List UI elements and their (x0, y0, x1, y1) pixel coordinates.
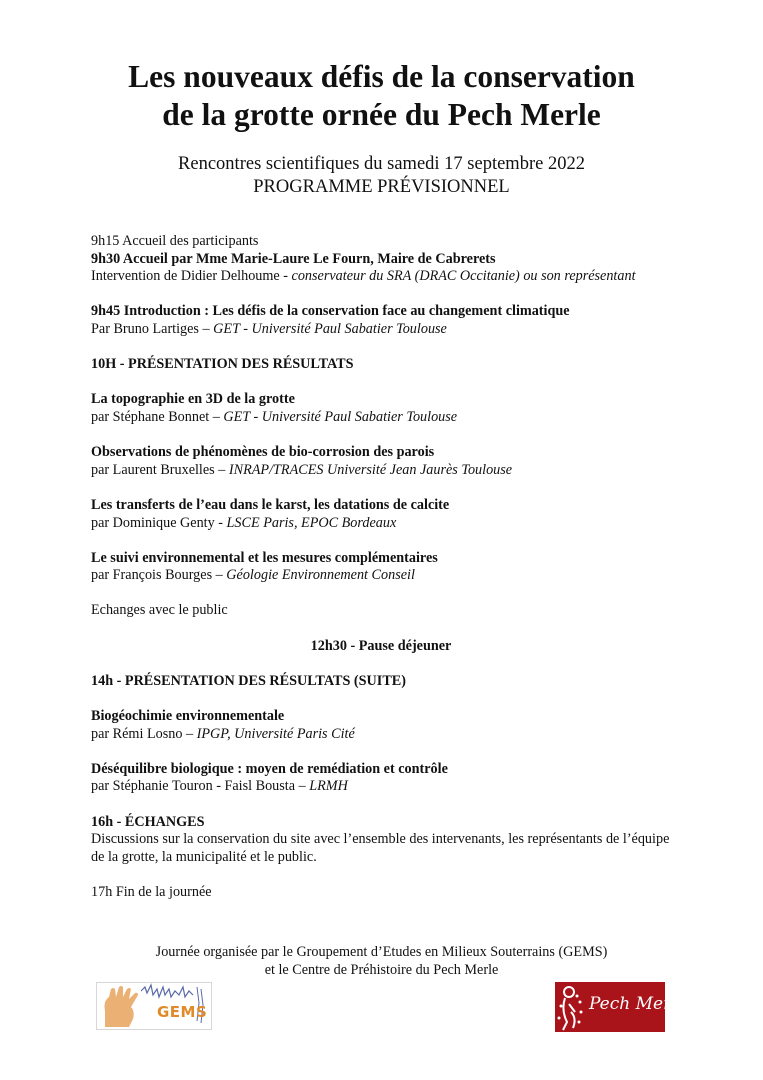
talk-4-org: Géologie Environnement Conseil (226, 567, 415, 584)
lunch-break: 12h30 - Pause déjeuner (310, 637, 452, 654)
talk-3-speaker-line (91, 515, 671, 533)
talk-3-speaker: par Dominique Genty - (91, 514, 227, 531)
pech-merle-logo-text: Pech Merle (589, 994, 687, 1014)
sra-role: conservateur du SRA (DRAC Occitanie) ou son représentant (291, 268, 636, 285)
talk-1-speaker: par Stéphane Bonnet – (91, 408, 224, 425)
intro-org: GET - Université Paul Sabatier Toulouse (213, 320, 447, 337)
talk-5-speaker: par Rémi Losno – (91, 725, 197, 742)
talk-2-title: Observations de phénomènes de bio-corrosion des parois (91, 444, 435, 461)
section-2-time: 14h (91, 672, 114, 689)
sra-intervention (91, 268, 671, 286)
discussion-text: Discussions sur la conservation du site avec l’ensemble des intervenants, les représentants de l’équipe de la grotte, la municipalité et le public. (91, 831, 670, 865)
talk-6-speaker: par Stéphanie Touron - Faisl Bousta – (91, 778, 310, 795)
section-heading-exchanges: 16h - ÉCHANGES (91, 813, 205, 830)
talk-4-speaker-line (91, 567, 671, 585)
title-line-2: de la grotte ornée du Pech Merle (162, 97, 601, 132)
talk-3-title: Les transferts de l’eau dans le karst, les datations de calcite (91, 496, 450, 513)
intro-speaker: Par Bruno Lartiges – (91, 320, 214, 337)
intro-speaker-line (91, 321, 671, 339)
talk-6-speaker-line (91, 778, 671, 796)
title-line-1: Les nouveaux défis de la conservation (128, 59, 635, 94)
end-of-day-line: 17h Fin de la journée (91, 883, 212, 900)
organizer-line-2: et le Centre de Préhistoire du Pech Merle (264, 962, 499, 978)
welcome-line: 9h15 Accueil des participants (91, 233, 259, 249)
section-heading-results-continued (91, 673, 671, 691)
gems-logo (96, 982, 212, 1030)
talk-5-speaker-line (91, 726, 671, 744)
sra-speaker: Intervention de Didier Delhoume - (91, 268, 292, 285)
section-2-title: - PRÉSENTATION DES RÉSULTATS (SUITE) (113, 672, 406, 689)
intro-title: 9h45 Introduction : Les défis de la conservation face au changement climatique (91, 303, 570, 320)
talk-1-title: La topographie en 3D de la grotte (91, 391, 295, 408)
talk-6-org: LRMH (309, 778, 348, 795)
talk-2-speaker-line (91, 462, 671, 480)
section-heading-results: 10H - PRÉSENTATION DES RÉSULTATS (91, 356, 354, 373)
talk-6-title: Déséquilibre biologique : moyen de remédiation et contrôle (91, 760, 448, 777)
program-heading: PROGRAMME PRÉVISIONNEL (253, 177, 510, 197)
organizer-line-1: Journée organisée par le Groupement d’Etudes en Milieux Souterrains (GEMS) (155, 944, 608, 960)
public-exchange-line: Echanges avec le public (91, 602, 228, 619)
talk-4-title: Le suivi environnemental et les mesures complémentaires (91, 549, 438, 566)
organizers-footer (0, 943, 763, 979)
event-date-line: Rencontres scientifiques du samedi 17 septembre 2022 (178, 154, 585, 174)
talk-2-speaker: par Laurent Bruxelles – (91, 461, 229, 478)
talk-5-title: Biogéochimie environnementale (91, 708, 285, 725)
talk-2-org: INRAP/TRACES Université Jean Jaurès Toulouse (228, 461, 513, 478)
gems-logo-text: GEMS (157, 1003, 208, 1021)
program-body (91, 233, 671, 902)
subtitle (0, 153, 763, 199)
talk-4-speaker: par François Bourges – (91, 567, 227, 584)
mayor-welcome-line: 9h30 Accueil par Mme Marie-Laure Le Fourn, Maire de Cabrerets (91, 250, 496, 267)
pech-merle-logo (555, 982, 687, 1032)
talk-1-org: GET - Université Paul Sabatier Toulouse (223, 408, 458, 425)
talk-3-org: LSCE Paris, EPOC Bordeaux (226, 514, 397, 531)
talk-5-org: IPGP, Université Paris Cité (196, 725, 355, 742)
talk-1-speaker-line (91, 409, 671, 427)
page-title (0, 58, 763, 134)
